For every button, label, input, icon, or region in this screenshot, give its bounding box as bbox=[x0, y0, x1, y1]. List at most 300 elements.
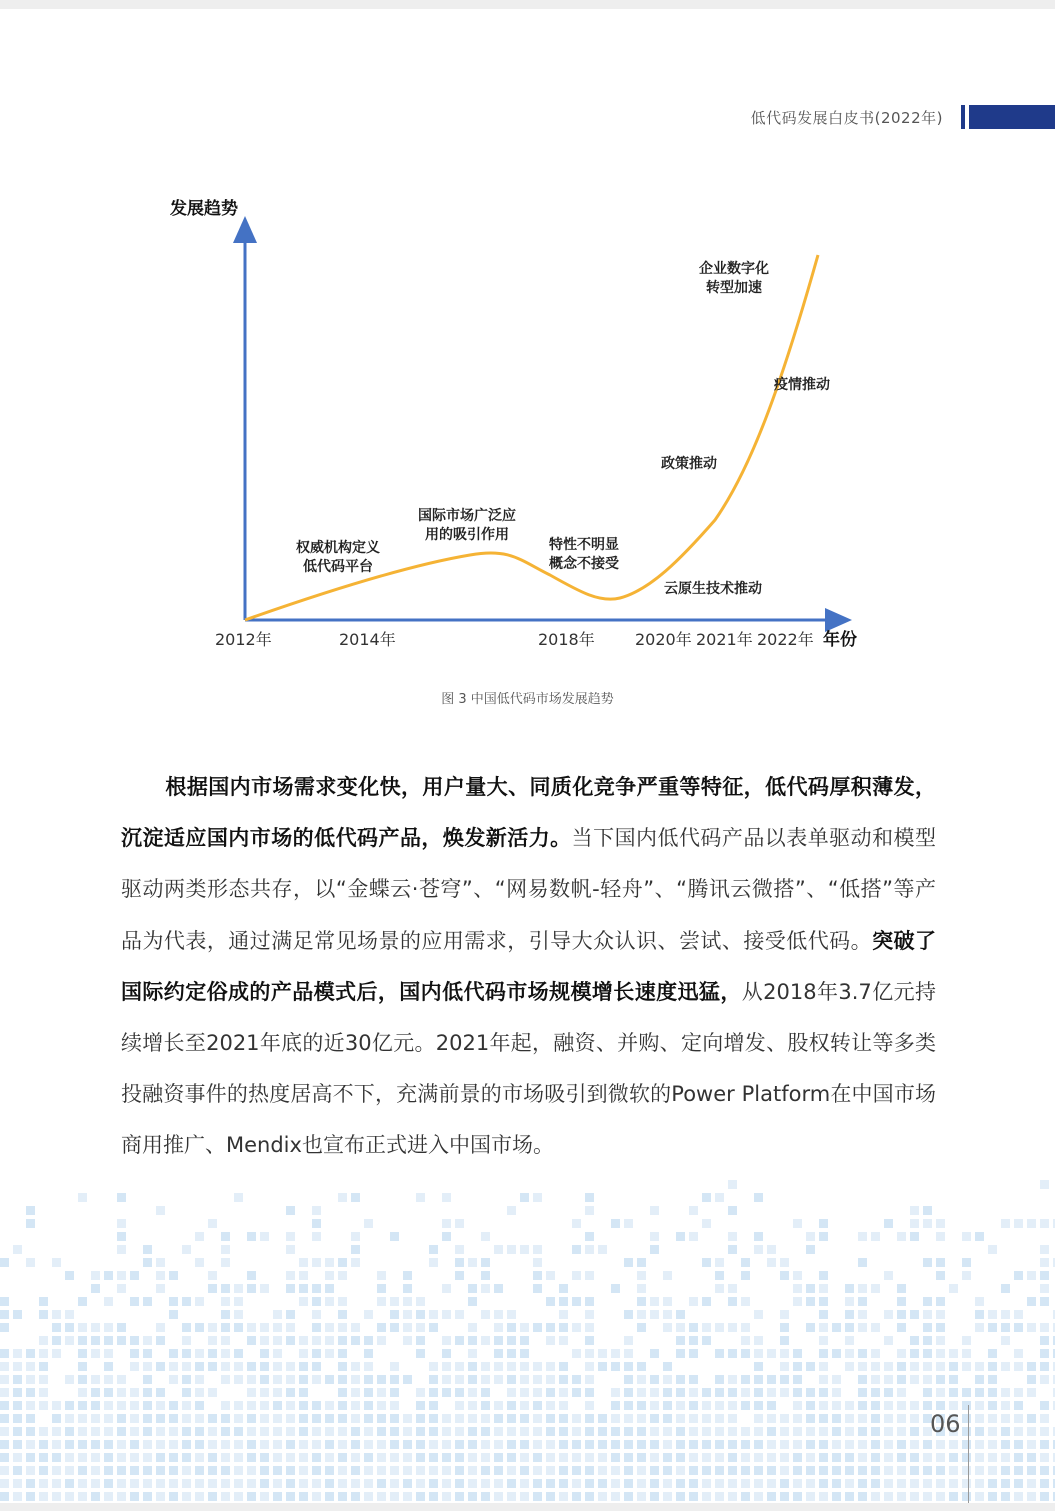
pattern-dot bbox=[897, 1297, 906, 1306]
pattern-dot bbox=[104, 1401, 113, 1410]
pattern-dot bbox=[286, 1492, 295, 1501]
pattern-dot bbox=[858, 1479, 867, 1488]
pattern-dot bbox=[936, 1492, 945, 1501]
pattern-dot bbox=[936, 1388, 945, 1397]
pattern-dot bbox=[520, 1401, 529, 1410]
pattern-dot bbox=[429, 1310, 438, 1319]
pattern-dot bbox=[481, 1492, 490, 1501]
pattern-dot bbox=[715, 1323, 724, 1332]
pattern-dot bbox=[819, 1388, 828, 1397]
pattern-dot bbox=[429, 1388, 438, 1397]
pattern-dot bbox=[338, 1375, 347, 1384]
pattern-dot bbox=[637, 1440, 646, 1449]
pattern-dot bbox=[221, 1492, 230, 1501]
pattern-dot bbox=[39, 1310, 48, 1319]
pattern-dot bbox=[325, 1271, 334, 1280]
pattern-dot bbox=[416, 1414, 425, 1423]
pattern-dot bbox=[702, 1466, 711, 1475]
pattern-dot bbox=[728, 1466, 737, 1475]
pattern-dot bbox=[832, 1492, 841, 1501]
pattern-dot bbox=[897, 1362, 906, 1371]
pattern-dot bbox=[923, 1388, 932, 1397]
pattern-dot bbox=[897, 1440, 906, 1449]
pattern-dot bbox=[442, 1362, 451, 1371]
pattern-dot bbox=[780, 1388, 789, 1397]
pattern-dot bbox=[234, 1492, 243, 1501]
pattern-dot bbox=[793, 1414, 802, 1423]
pattern-dot bbox=[52, 1310, 61, 1319]
pattern-dot bbox=[663, 1375, 672, 1384]
pattern-dot bbox=[455, 1401, 464, 1410]
pattern-dot bbox=[286, 1271, 295, 1280]
pattern-dot bbox=[208, 1427, 217, 1436]
pattern-dot bbox=[208, 1414, 217, 1423]
pattern-dot bbox=[507, 1245, 516, 1254]
pattern-dot bbox=[195, 1297, 204, 1306]
pattern-dot bbox=[923, 1297, 932, 1306]
pattern-dot bbox=[299, 1336, 308, 1345]
pattern-dot bbox=[377, 1297, 386, 1306]
pattern-dot bbox=[39, 1349, 48, 1358]
pattern-dot bbox=[494, 1336, 503, 1345]
pattern-dot bbox=[676, 1440, 685, 1449]
pattern-dot bbox=[117, 1401, 126, 1410]
x-tick-label: 2021年 bbox=[696, 630, 753, 649]
pattern-dot bbox=[338, 1427, 347, 1436]
pattern-dot bbox=[130, 1492, 139, 1501]
pattern-dot bbox=[26, 1466, 35, 1475]
pattern-dot bbox=[325, 1297, 334, 1306]
pattern-dot bbox=[390, 1440, 399, 1449]
pattern-dot bbox=[351, 1414, 360, 1423]
pattern-dot bbox=[1001, 1219, 1010, 1228]
pattern-dot bbox=[871, 1466, 880, 1475]
pattern-dot bbox=[325, 1466, 334, 1475]
bold-text: 根据国内市场需求变化快，用户量大、同质化竞争严重等特征，低代码厚积薄发，沉淀适应国内市场的低代码产品，焕发新活力。 bbox=[121, 775, 936, 851]
pattern-dot bbox=[676, 1401, 685, 1410]
pattern-dot bbox=[377, 1323, 386, 1332]
pattern-dot bbox=[234, 1297, 243, 1306]
pattern-dot bbox=[702, 1219, 711, 1228]
pattern-dot bbox=[897, 1375, 906, 1384]
pattern-dot bbox=[442, 1440, 451, 1449]
pattern-dot bbox=[221, 1414, 230, 1423]
pattern-dot bbox=[416, 1336, 425, 1345]
pattern-dot bbox=[585, 1414, 594, 1423]
pattern-dot bbox=[429, 1453, 438, 1462]
pattern-dot bbox=[247, 1414, 256, 1423]
pattern-dot bbox=[195, 1258, 204, 1267]
pattern-dot bbox=[0, 1362, 9, 1371]
pattern-dot bbox=[637, 1375, 646, 1384]
pattern-dot bbox=[858, 1440, 867, 1449]
pattern-dot bbox=[208, 1362, 217, 1371]
pattern-dot bbox=[624, 1427, 633, 1436]
pattern-dot bbox=[377, 1414, 386, 1423]
pattern-dot bbox=[416, 1310, 425, 1319]
pattern-dot bbox=[507, 1349, 516, 1358]
pattern-dot bbox=[741, 1375, 750, 1384]
pattern-dot bbox=[130, 1453, 139, 1462]
pattern-dot bbox=[442, 1466, 451, 1475]
pattern-dot bbox=[91, 1336, 100, 1345]
pattern-dot bbox=[741, 1388, 750, 1397]
pattern-dot bbox=[390, 1323, 399, 1332]
pattern-dot bbox=[871, 1388, 880, 1397]
pattern-dot bbox=[520, 1193, 529, 1202]
pattern-dot bbox=[897, 1401, 906, 1410]
pattern-dot bbox=[325, 1349, 334, 1358]
pattern-dot bbox=[754, 1375, 763, 1384]
pattern-dot bbox=[897, 1232, 906, 1241]
pattern-dot bbox=[429, 1427, 438, 1436]
annotation-unclear: 特性不明显 bbox=[549, 537, 619, 553]
pattern-dot bbox=[260, 1479, 269, 1488]
pattern-dot bbox=[221, 1232, 230, 1241]
pattern-dot bbox=[663, 1401, 672, 1410]
pattern-dot bbox=[559, 1323, 568, 1332]
pattern-dot bbox=[923, 1362, 932, 1371]
pattern-dot bbox=[962, 1336, 971, 1345]
pattern-dot bbox=[988, 1349, 997, 1358]
pattern-dot bbox=[39, 1466, 48, 1475]
pattern-dot bbox=[520, 1453, 529, 1462]
pattern-dot bbox=[52, 1258, 61, 1267]
pattern-dot bbox=[442, 1232, 451, 1241]
pattern-dot bbox=[507, 1453, 516, 1462]
pattern-dot bbox=[312, 1401, 321, 1410]
pattern-dot bbox=[351, 1375, 360, 1384]
pattern-dot bbox=[572, 1492, 581, 1501]
pattern-dot bbox=[897, 1466, 906, 1475]
pattern-dot bbox=[728, 1427, 737, 1436]
pattern-dot bbox=[962, 1271, 971, 1280]
pattern-dot bbox=[819, 1466, 828, 1475]
pattern-dot bbox=[390, 1310, 399, 1319]
running-header-title: 低代码发展白皮书(2022年) bbox=[750, 109, 943, 127]
pattern-dot bbox=[247, 1492, 256, 1501]
pattern-dot bbox=[286, 1375, 295, 1384]
pattern-dot bbox=[78, 1323, 87, 1332]
pattern-dot bbox=[624, 1492, 633, 1501]
pattern-dot bbox=[949, 1453, 958, 1462]
pattern-dot bbox=[754, 1336, 763, 1345]
pattern-dot bbox=[247, 1271, 256, 1280]
pattern-dot bbox=[793, 1219, 802, 1228]
pattern-dot bbox=[234, 1479, 243, 1488]
pattern-dot bbox=[390, 1492, 399, 1501]
pattern-dot bbox=[390, 1466, 399, 1475]
pattern-dot bbox=[13, 1479, 22, 1488]
pattern-dot bbox=[182, 1401, 191, 1410]
pattern-dot bbox=[65, 1310, 74, 1319]
pattern-dot bbox=[39, 1492, 48, 1501]
pattern-dot bbox=[949, 1492, 958, 1501]
pattern-dot bbox=[624, 1336, 633, 1345]
pattern-dot bbox=[338, 1271, 347, 1280]
pattern-dot bbox=[117, 1388, 126, 1397]
pattern-dot bbox=[364, 1492, 373, 1501]
pattern-dot bbox=[936, 1375, 945, 1384]
pattern-dot bbox=[572, 1388, 581, 1397]
pattern-dot bbox=[234, 1362, 243, 1371]
pattern-dot bbox=[637, 1323, 646, 1332]
pattern-dot bbox=[78, 1336, 87, 1345]
pattern-dot bbox=[455, 1453, 464, 1462]
pattern-dot bbox=[65, 1492, 74, 1501]
pattern-dot bbox=[520, 1245, 529, 1254]
pattern-dot bbox=[676, 1414, 685, 1423]
pattern-dot bbox=[650, 1375, 659, 1384]
pattern-dot bbox=[754, 1362, 763, 1371]
pattern-dot bbox=[871, 1375, 880, 1384]
pattern-dot bbox=[767, 1349, 776, 1358]
pattern-dot bbox=[871, 1440, 880, 1449]
pattern-dot bbox=[689, 1375, 698, 1384]
pattern-dot bbox=[663, 1271, 672, 1280]
pattern-dot bbox=[221, 1245, 230, 1254]
pattern-dot bbox=[468, 1401, 477, 1410]
pattern-dot bbox=[26, 1349, 35, 1358]
pattern-dot bbox=[338, 1297, 347, 1306]
pattern-dot bbox=[637, 1492, 646, 1501]
pattern-dot bbox=[52, 1427, 61, 1436]
pattern-dot bbox=[117, 1479, 126, 1488]
pattern-dot bbox=[468, 1284, 477, 1293]
pattern-dot bbox=[0, 1466, 9, 1475]
pattern-dot bbox=[234, 1349, 243, 1358]
pattern-dot bbox=[65, 1375, 74, 1384]
pattern-dot bbox=[988, 1310, 997, 1319]
pattern-dot bbox=[793, 1362, 802, 1371]
pattern-dot bbox=[273, 1375, 282, 1384]
pattern-dot bbox=[559, 1284, 568, 1293]
pattern-dot bbox=[1027, 1219, 1036, 1228]
pattern-dot bbox=[728, 1440, 737, 1449]
pattern-dot bbox=[585, 1232, 594, 1241]
pattern-dot bbox=[637, 1297, 646, 1306]
pattern-dot bbox=[182, 1297, 191, 1306]
pattern-dot bbox=[884, 1427, 893, 1436]
pattern-dot bbox=[923, 1349, 932, 1358]
pattern-dot bbox=[182, 1245, 191, 1254]
pattern-dot bbox=[754, 1453, 763, 1462]
pattern-dot bbox=[871, 1323, 880, 1332]
pattern-dot bbox=[299, 1284, 308, 1293]
pattern-dot bbox=[338, 1414, 347, 1423]
pattern-dot bbox=[247, 1479, 256, 1488]
pattern-dot bbox=[767, 1466, 776, 1475]
pattern-dot bbox=[481, 1284, 490, 1293]
pattern-dot bbox=[377, 1271, 386, 1280]
pattern-dot bbox=[650, 1479, 659, 1488]
pattern-dot bbox=[572, 1219, 581, 1228]
pattern-dot bbox=[312, 1427, 321, 1436]
pattern-dot bbox=[26, 1453, 35, 1462]
pattern-dot bbox=[221, 1297, 230, 1306]
pattern-dot bbox=[819, 1297, 828, 1306]
pattern-dot bbox=[585, 1466, 594, 1475]
pattern-dot bbox=[559, 1375, 568, 1384]
pattern-dot bbox=[13, 1466, 22, 1475]
pattern-dot bbox=[624, 1440, 633, 1449]
pattern-dot bbox=[962, 1388, 971, 1397]
pattern-dot bbox=[481, 1232, 490, 1241]
pattern-dot bbox=[702, 1336, 711, 1345]
pattern-dot bbox=[52, 1336, 61, 1345]
pattern-dot bbox=[299, 1297, 308, 1306]
pattern-dot bbox=[351, 1453, 360, 1462]
pattern-dot bbox=[819, 1414, 828, 1423]
pattern-dot bbox=[546, 1271, 555, 1280]
pattern-dot bbox=[858, 1284, 867, 1293]
pattern-dot bbox=[936, 1453, 945, 1462]
pattern-dot bbox=[286, 1336, 295, 1345]
pattern-dot bbox=[897, 1453, 906, 1462]
pattern-dot bbox=[1014, 1453, 1023, 1462]
pattern-dot bbox=[780, 1414, 789, 1423]
pattern-dot bbox=[559, 1492, 568, 1501]
pattern-dot bbox=[39, 1388, 48, 1397]
pattern-dot bbox=[273, 1388, 282, 1397]
pattern-dot bbox=[143, 1245, 152, 1254]
pattern-dot bbox=[832, 1440, 841, 1449]
pattern-dot bbox=[793, 1440, 802, 1449]
pattern-dot bbox=[169, 1401, 178, 1410]
pattern-dot bbox=[611, 1427, 620, 1436]
pattern-dot bbox=[884, 1362, 893, 1371]
pattern-dot bbox=[364, 1388, 373, 1397]
pattern-dot bbox=[351, 1492, 360, 1501]
pattern-dot bbox=[299, 1388, 308, 1397]
pattern-dot bbox=[169, 1466, 178, 1475]
pattern-dot bbox=[611, 1453, 620, 1462]
pattern-dot bbox=[819, 1349, 828, 1358]
pattern-dot bbox=[975, 1401, 984, 1410]
pattern-dot bbox=[858, 1401, 867, 1410]
pattern-dot bbox=[377, 1388, 386, 1397]
pattern-dot bbox=[1014, 1440, 1023, 1449]
pattern-dot bbox=[819, 1323, 828, 1332]
pattern-dot bbox=[650, 1427, 659, 1436]
pattern-dot bbox=[793, 1349, 802, 1358]
pattern-dot bbox=[507, 1388, 516, 1397]
pattern-dot bbox=[975, 1323, 984, 1332]
pattern-dot bbox=[364, 1362, 373, 1371]
pattern-dot bbox=[988, 1492, 997, 1501]
pattern-dot bbox=[702, 1492, 711, 1501]
pattern-dot bbox=[1040, 1362, 1049, 1371]
pattern-dot bbox=[533, 1258, 542, 1267]
pattern-dot bbox=[377, 1479, 386, 1488]
pattern-dot bbox=[273, 1427, 282, 1436]
pattern-dot bbox=[208, 1440, 217, 1449]
pattern-dot bbox=[871, 1232, 880, 1241]
pattern-dot bbox=[819, 1284, 828, 1293]
pattern-dot bbox=[611, 1401, 620, 1410]
pattern-dot bbox=[156, 1336, 165, 1345]
pattern-dot bbox=[338, 1453, 347, 1462]
pattern-dot bbox=[1040, 1180, 1049, 1189]
pattern-dot bbox=[962, 1440, 971, 1449]
pattern-dot bbox=[1040, 1401, 1049, 1410]
pattern-dot bbox=[949, 1388, 958, 1397]
pattern-dot bbox=[208, 1219, 217, 1228]
pattern-dot bbox=[845, 1284, 854, 1293]
pattern-dot bbox=[936, 1310, 945, 1319]
pattern-dot bbox=[468, 1362, 477, 1371]
pattern-dot bbox=[962, 1427, 971, 1436]
pattern-dot bbox=[884, 1440, 893, 1449]
pattern-dot bbox=[988, 1440, 997, 1449]
pattern-dot bbox=[650, 1453, 659, 1462]
pattern-dot bbox=[390, 1453, 399, 1462]
pattern-dot bbox=[234, 1453, 243, 1462]
pattern-dot bbox=[741, 1323, 750, 1332]
pattern-dot bbox=[455, 1427, 464, 1436]
pattern-dot bbox=[572, 1245, 581, 1254]
pattern-dot bbox=[156, 1362, 165, 1371]
pattern-dot bbox=[351, 1336, 360, 1345]
x-tick-label: 2014年 bbox=[339, 630, 396, 649]
pattern-dot bbox=[78, 1375, 87, 1384]
pattern-dot bbox=[494, 1401, 503, 1410]
pattern-dot bbox=[923, 1206, 932, 1215]
pattern-dot bbox=[897, 1479, 906, 1488]
pattern-dot bbox=[429, 1479, 438, 1488]
pattern-dot bbox=[1014, 1310, 1023, 1319]
pattern-dot bbox=[559, 1310, 568, 1319]
pattern-dot bbox=[416, 1427, 425, 1436]
pattern-dot bbox=[949, 1440, 958, 1449]
pattern-dot bbox=[325, 1323, 334, 1332]
pattern-dot bbox=[1027, 1388, 1036, 1397]
pattern-dot bbox=[286, 1284, 295, 1293]
pattern-dot bbox=[494, 1453, 503, 1462]
pattern-dot bbox=[598, 1466, 607, 1475]
pattern-dot bbox=[884, 1492, 893, 1501]
pattern-dot bbox=[182, 1479, 191, 1488]
pattern-dot bbox=[338, 1466, 347, 1475]
pattern-dot bbox=[78, 1479, 87, 1488]
pattern-dot bbox=[260, 1440, 269, 1449]
pattern-dot bbox=[65, 1466, 74, 1475]
pattern-dot bbox=[637, 1310, 646, 1319]
pattern-dot bbox=[338, 1323, 347, 1332]
pattern-dot bbox=[780, 1271, 789, 1280]
pattern-dot bbox=[897, 1349, 906, 1358]
pattern-dot bbox=[1001, 1479, 1010, 1488]
pattern-dot bbox=[1014, 1414, 1023, 1423]
pattern-dot bbox=[624, 1414, 633, 1423]
pattern-dot bbox=[1001, 1492, 1010, 1501]
pattern-dot bbox=[104, 1271, 113, 1280]
pattern-dot bbox=[559, 1401, 568, 1410]
pattern-dot bbox=[13, 1310, 22, 1319]
pattern-dot bbox=[0, 1440, 9, 1449]
pattern-dot bbox=[624, 1258, 633, 1267]
pattern-dot bbox=[325, 1427, 334, 1436]
pattern-dot bbox=[208, 1336, 217, 1345]
pattern-dot bbox=[1027, 1323, 1036, 1332]
pattern-dot bbox=[988, 1401, 997, 1410]
pattern-dot bbox=[793, 1388, 802, 1397]
pattern-dot bbox=[221, 1310, 230, 1319]
pattern-dot bbox=[117, 1453, 126, 1462]
pattern-dot bbox=[871, 1479, 880, 1488]
pattern-dot bbox=[91, 1466, 100, 1475]
annotation-digital-2: 转型加速 bbox=[706, 280, 762, 296]
